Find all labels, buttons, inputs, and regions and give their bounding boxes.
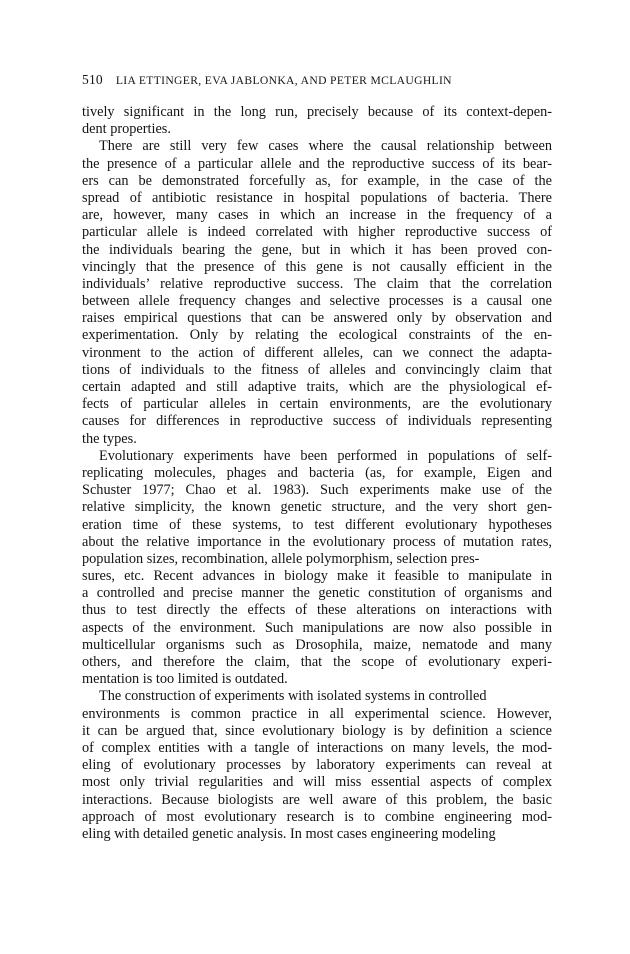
body-text	[82, 104, 552, 843]
text-line: tions of individuals to the fitness of alleles and convincingly claim that	[82, 361, 552, 378]
text-line: raises empirical questions that can be answered only by observation and	[82, 310, 552, 327]
running-header	[82, 72, 550, 92]
text-line: experimentation. Only by relating the ecological constraints of the en-	[82, 327, 552, 344]
text-line: dent properties.	[82, 121, 171, 138]
text-line: vincingly that the presence of this gene is not causally efficient in the	[82, 258, 552, 275]
text-line: of complex entities with a tangle of interactions on many levels, the mod-	[82, 739, 552, 756]
text-line: environments is common practice in all experimental science. However,	[82, 705, 552, 722]
text-line: ers can be demonstrated forcefully as, for example, in the case of the	[82, 172, 552, 189]
text-line: the presence of a particular allele and the reproductive success of its bear-	[82, 155, 552, 172]
text-line: fects of particular alleles in certain environments, are the evolutionary	[82, 396, 552, 413]
text-line: The construction of experiments with isolated systems in controlled	[99, 688, 487, 705]
text-line: relative simplicity, the known genetic structure, and the very short gen-	[82, 499, 552, 516]
text-line: aspects of the environment. Such manipulations are now also possible in	[82, 619, 552, 636]
text-line: spread of antibiotic resistance in hospital populations of bacteria. There	[82, 189, 552, 206]
text-line: the individuals bearing the gene, but in which it has been proved con-	[82, 241, 552, 258]
text-line: vironment to the action of different alleles, can we connect the adapta-	[82, 344, 552, 361]
text-line: thus to test directly the effects of these alterations on interactions with	[82, 602, 552, 619]
text-line: between allele frequency changes and selective processes is a causal one	[82, 293, 552, 310]
text-line: the types.	[82, 430, 137, 447]
text-line: causes for differences in reproductive success of individuals representing	[82, 413, 552, 430]
text-line: particular allele is indeed correlated with higher reproductive success of	[82, 224, 552, 241]
text-line: eration time of these systems, to test different evolutionary hypotheses	[82, 516, 552, 533]
text-line: certain adapted and still adaptive traits, which are the physiological ef-	[82, 379, 552, 395]
text-line: eling with detailed genetic analysis. In most cases engineering modeling	[82, 825, 496, 842]
text-line: eling of evolutionary processes by laboratory experiments can reveal at	[82, 757, 552, 774]
text-line: others, and therefore the claim, that the scope of evolutionary experi-	[82, 654, 552, 670]
page-number: 510	[82, 72, 103, 87]
text-line: Evolutionary experiments have been performed in populations of self-	[99, 447, 552, 464]
text-line: a controlled and precise manner the genetic constitution of organisms and	[82, 585, 552, 602]
text-line: most only trivial regularities and will miss essential aspects of complex	[82, 774, 552, 791]
text-line: sures, etc. Recent advances in biology make it feasible to manipulate in	[82, 568, 552, 585]
text-line: it can be argued that, since evolutionary biology is by definition a science	[82, 722, 552, 739]
text-line: replicating molecules, phages and bacteria (as, for example, Eigen and	[82, 464, 552, 481]
text-line: population sizes, recombination, allele polymorphism, selection pres-	[82, 550, 480, 567]
text-line: approach of most evolutionary research is to combine engineering mod-	[82, 808, 552, 825]
text-line: Schuster 1977; Chao et al. 1983). Such experiments make use of the	[82, 482, 552, 499]
text-line: individuals’ relative reproductive success. The claim that the correlation	[82, 275, 552, 292]
text-line: interactions. Because biologists are well aware of this problem, the basic	[82, 791, 552, 808]
text-line: mentation is too limited is outdated.	[82, 671, 288, 688]
text-line: are, however, many cases in which an increase in the frequency of a	[82, 207, 552, 224]
text-line: There are still very few cases where the causal relationship between	[99, 138, 552, 155]
text-line: tively significant in the long run, precisely because of its context-depen-	[82, 104, 552, 120]
text-line: multicellular organisms such as Drosophila, maize, nematode and many	[82, 636, 552, 653]
text-line: about the relative importance in the evolutionary process of mutation rates,	[82, 533, 552, 550]
running-header-authors: LIA ETTINGER, EVA JABLONKA, AND PETER MCLAUGHLIN	[115, 74, 452, 87]
